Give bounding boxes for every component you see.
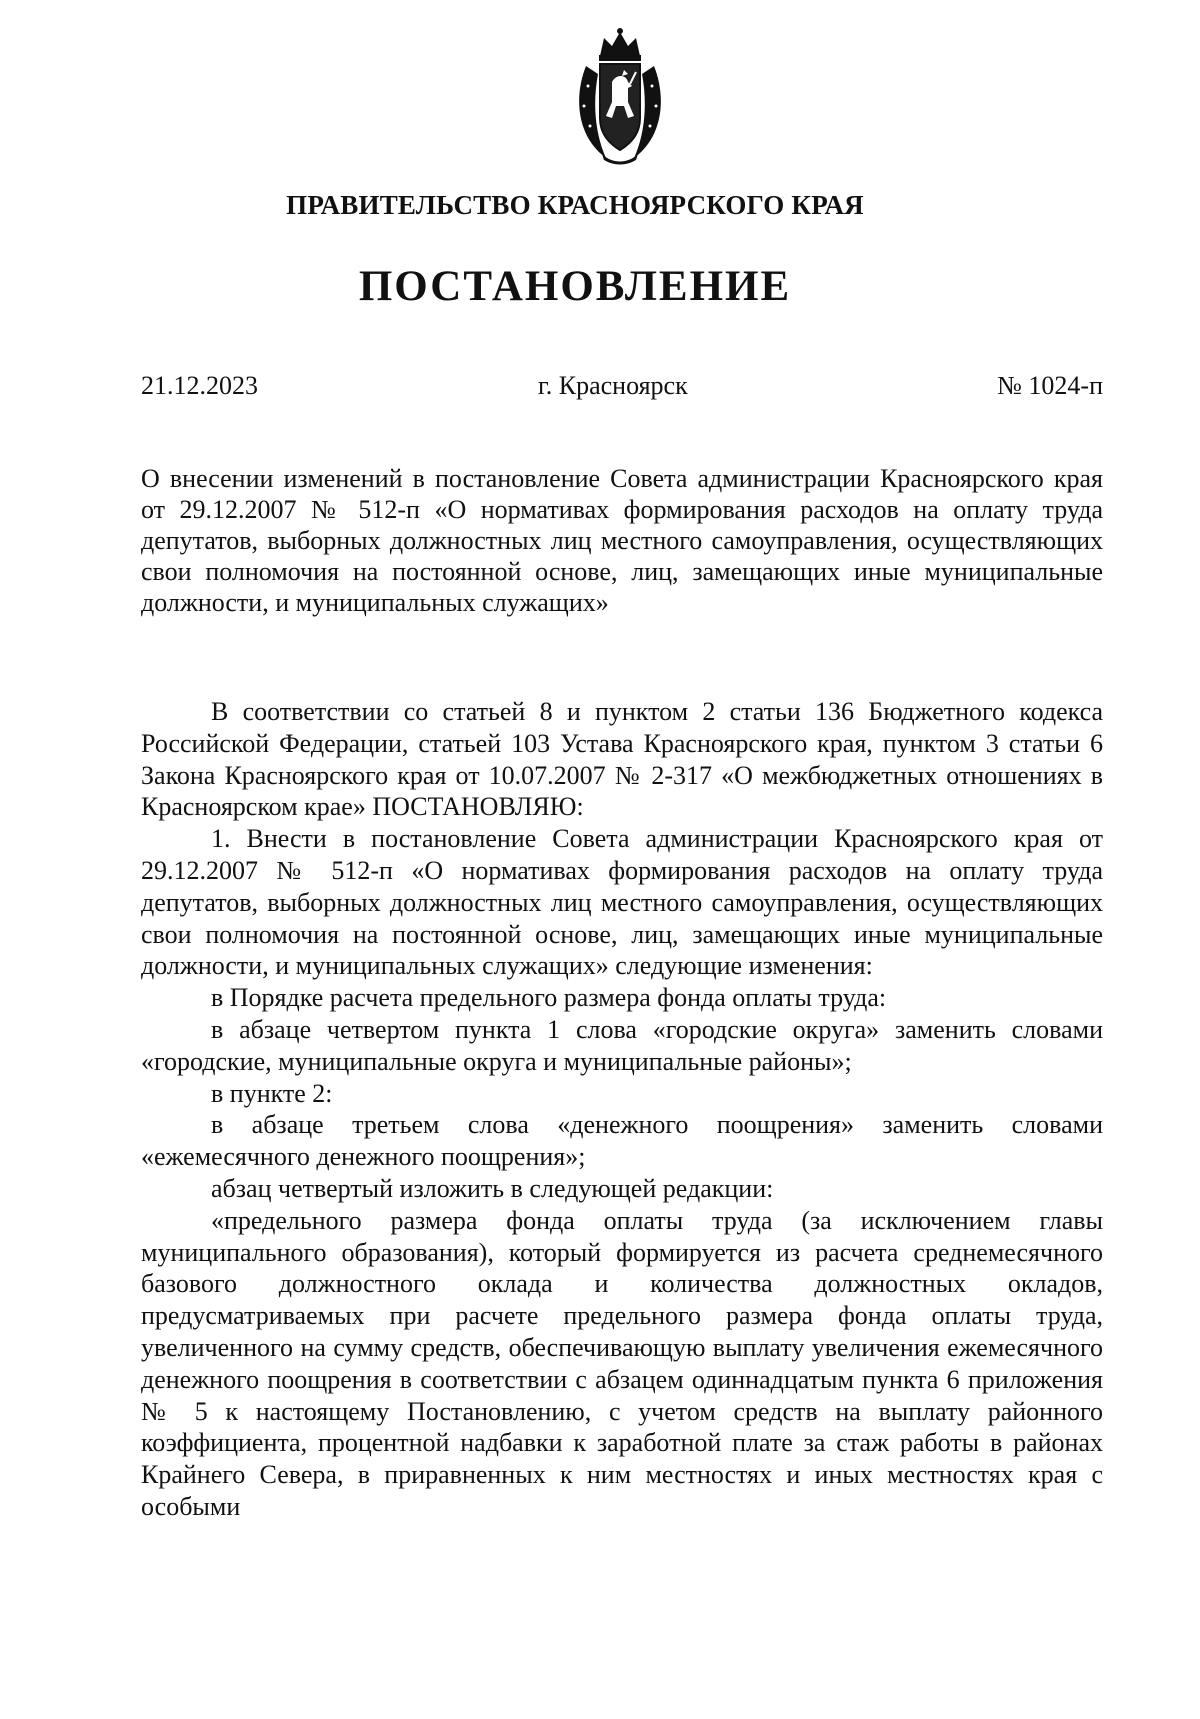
body-paragraph: В соответствии со статьей 8 и пунктом 2 статьи 136 Бюджетного кодекса Российской Федерации, статьей 103 Устава Красноярского края, пунктом 3 статьи 6 Закона Красноярского края от 10.07.2007 № 2-317 «О межбюджетных отношениях в Красноярском крае» ПОСТАНОВЛЯЮ: xyxy=(141,697,1103,822)
document-type: ПОСТАНОВЛЕНИЕ xyxy=(358,263,792,310)
document-subject: О внесении изменений в постановление Совета администрации Красноярского края от 29.12.2007 № 512-п «О нормативах формирования расходов на оплату труда депутатов, выборных должностных лиц местного самоуправления, осуществляющих свои полномочия на постоянной основе, лиц, замещающих иные муниципальные должности, и муниципальных служащих» xyxy=(141,464,1103,617)
coat-of-arms-icon xyxy=(566,26,674,166)
body-paragraph: в Порядке расчета предельного размера фонда оплаты труда: xyxy=(211,983,887,1013)
government-title: ПРАВИТЕЛЬСТВО КРАСНОЯРСКОГО КРАЯ xyxy=(286,190,864,220)
body-paragraph: абзац четвертый изложить в следующей редакции: xyxy=(211,1173,774,1203)
body-paragraph: в абзаце четвертом пункта 1 слова «городские округа» заменить словами «городские, муниципальные округа и муниципальные районы»; xyxy=(141,1014,1103,1076)
document-city: г. Красноярск xyxy=(538,371,688,400)
document-meta xyxy=(141,371,1103,403)
body-paragraph: в абзаце третьем слова «денежного поощрения» заменить словами «ежемесячного денежного поощрения»; xyxy=(141,1110,1103,1172)
document-date: 21.12.2023 xyxy=(141,371,258,400)
body-paragraph: 1. Внести в постановление Совета администрации Красноярского края от 29.12.2007 № 512-п «О нормативах формирования расходов на оплату труда депутатов, выборных должностных лиц местного самоуправления, осуществляющих свои полномочия на постоянной основе, лиц, замещающих иные муниципальные должности, и муниципальных служащих» следующие изменения: xyxy=(141,824,1103,981)
body-paragraph: в пункте 2: xyxy=(211,1078,333,1108)
document-number: № 1024-п xyxy=(997,371,1103,400)
document-body xyxy=(141,696,1103,1523)
body-paragraph: «предельного размера фонда оплаты труда (за исключением главы муниципального образования), который формируется из расчета среднемесячного базового должностного оклада и количества должностных окладов, предусматриваемых при расчете предельного размера фонда оплаты труда, увеличенного на сумму средств, обеспечивающую выплату увеличения ежемесячного денежного поощрения в соответствии с абзацем одиннадцатым пункта 6 приложения № 5 к настоящему Постановлению, с учетом средств на выплату районного коэффициента, процентной надбавки к заработной плате за стаж работы в районах Крайнего Севера, в приравненных к ним местностях и иных местностях края с особыми xyxy=(141,1205,1103,1521)
